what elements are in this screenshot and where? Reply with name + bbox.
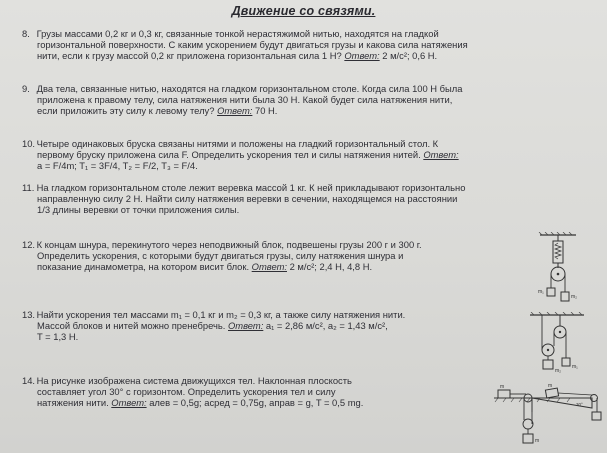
- mass-label-middle: m: [548, 383, 553, 389]
- problem-text-line: Четыре одинаковых бруска связаны нитями и положены на гладкий горизонтальный стол. К: [36, 138, 439, 149]
- page-title: Движение со связями.: [231, 4, 376, 18]
- problem-text-line: направленную силу 2 Н. Найти силу натяжения веревки в сечении, находящемся на расстоянии: [37, 193, 458, 205]
- problem-number: 14.: [22, 375, 36, 386]
- answer-label: Ответ:: [217, 105, 253, 117]
- answer-value: 2 м/с²; 2,4 Н, 4,8 Н.: [289, 261, 373, 273]
- mass-1-label: m₁: [572, 364, 578, 370]
- answer-value: aлев = 0,5g; aсред = 0,75g, aправ = g, T = 0,5 mg.: [149, 397, 364, 409]
- inclined-plane: [532, 398, 592, 408]
- answer-label: Ответ:: [111, 397, 147, 409]
- block-hanging: [523, 434, 533, 443]
- mass-1-block: [562, 358, 570, 366]
- problem-text-line: составляет угол 30° с горизонтом. Определить ускорения тел и силу: [37, 386, 336, 398]
- problem-text-line: натяжения нити.: [37, 397, 109, 409]
- problem-text-line: Найти ускорения тел массами m₁ = 0,1 кг и m₂ = 0,3 кг, а также силу натяжения нити.: [36, 309, 406, 320]
- problem-9: [22, 83, 462, 117]
- dynamometer-spring: [555, 243, 561, 259]
- problem-text-line: показание динамометра, на котором висит блок.: [37, 261, 250, 273]
- problem-number: 10.: [22, 138, 36, 149]
- answer-value: 70 Н.: [255, 105, 278, 117]
- answer-value: 2 м/с²; 0,6 Н.: [382, 50, 438, 62]
- problem-text-line: На рисунке изображена система движущихся тел. Наклонная плоскость: [36, 375, 352, 386]
- problem-13: [22, 309, 405, 343]
- problem-text-line: если приложить эту силу к левому телу?: [37, 105, 215, 117]
- problem-number: 11.: [22, 182, 35, 193]
- incline-system-figure: [492, 378, 604, 450]
- mass-2-label: m₂: [555, 368, 562, 374]
- pulley-lower: [523, 419, 533, 429]
- problem-number: 9.: [22, 83, 30, 94]
- problem-text-line: 1/3 длины веревки от точки приложения силы.: [37, 204, 240, 216]
- problem-14: [22, 375, 363, 409]
- mass-2-block: [543, 360, 553, 369]
- answer-label: Ответ:: [423, 149, 459, 161]
- answer-label: Ответ:: [344, 50, 380, 62]
- answer-value: T = 1,3 Н.: [37, 331, 79, 343]
- problem-text-line: нити, если к грузу массой 0,2 кг приложена горизонтальная сила 1 Н?: [37, 50, 342, 62]
- mass-1-block: [547, 288, 555, 296]
- pulley-dynamometer-figure: [528, 232, 588, 304]
- block-middle: [545, 388, 558, 398]
- problem-number: 13.: [22, 309, 36, 320]
- answer-label: Ответ:: [251, 261, 287, 273]
- answer-value: a₁ = 2,86 м/с², a₂ = 1,43 м/с²,: [265, 320, 388, 332]
- problem-text-line: На гладком горизонтальном столе лежит веревка массой 1 кг. К ней прикладывают горизонтально: [36, 182, 466, 193]
- problem-text-line: приложена к правому телу, сила натяжения нити была 30 Н. Какой будет сила натяжения нити,: [37, 94, 453, 106]
- block-right: [592, 412, 601, 420]
- problem-text-line: Массой блоков и нитей можно пренебречь.: [37, 320, 226, 332]
- problem-number: 8.: [22, 28, 30, 39]
- problem-10: [22, 138, 459, 172]
- problem-number: 12.: [22, 239, 36, 250]
- mass-2-label: m₂: [571, 294, 578, 300]
- problem-12: [22, 239, 422, 273]
- mass-2-block: [561, 292, 569, 301]
- problem-text-line: Два тела, связанные нитью, находятся на гладком горизонтальном столе. Когда сила 100 Н была: [36, 83, 463, 94]
- problem-text-line: горизонтальной поверхности. С каким ускорением будут двигаться грузы и какова сила натяжения: [37, 39, 468, 51]
- answer-value: a = F/4m; T₁ = 3F/4, T₂ = F/2, T₃ = F/4.: [37, 160, 198, 172]
- problem-text-line: Определить ускорения, с которыми будут двигаться грузы, силу натяжения шнура и: [37, 250, 404, 262]
- problem-text-line: первому бруску приложена сила F. Определить ускорения тел и силы натяжения нитей.: [37, 149, 421, 161]
- answer-label: Ответ:: [228, 320, 264, 332]
- mass-1-label: m₁: [538, 289, 544, 295]
- angle-label: 30°: [576, 402, 583, 407]
- block-left: [498, 390, 510, 398]
- pulley-system-figure: [520, 312, 592, 374]
- mass-label-hanging: m: [535, 438, 540, 444]
- problem-8: [22, 28, 468, 62]
- problem-text-line: Грузы массами 0,2 кг и 0,3 кг, связанные тонкой нерастяжимой нитью, находятся на гладкой: [36, 28, 439, 39]
- mass-label-left: m: [500, 384, 505, 390]
- problem-11: [22, 182, 465, 216]
- problem-text-line: К концам шнура, перекинутого через неподвижный блок, подвешены грузы 200 г и 300 г.: [36, 239, 422, 250]
